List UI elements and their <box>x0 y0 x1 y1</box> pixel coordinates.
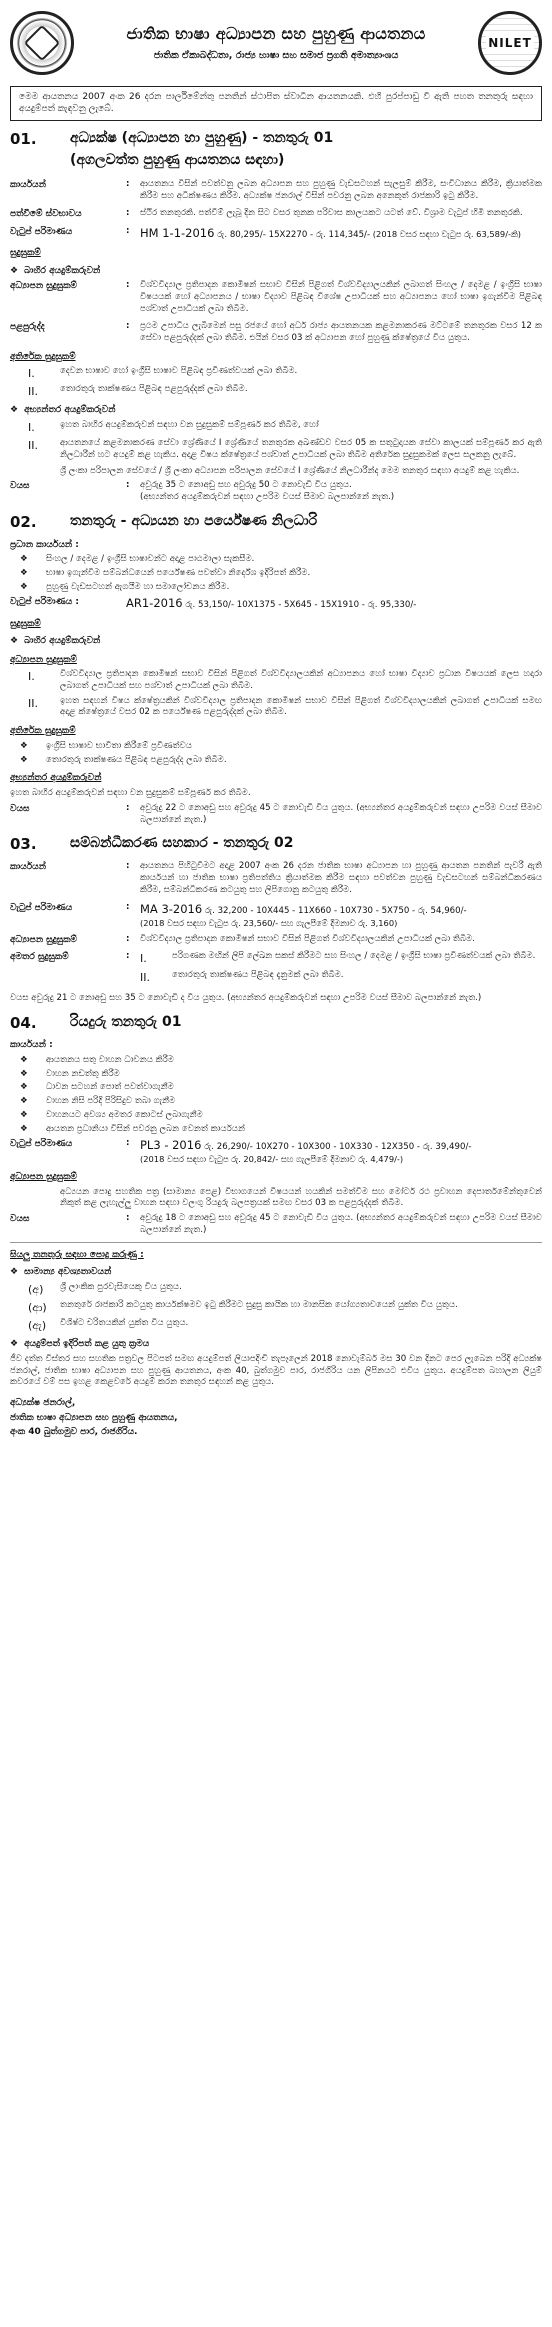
post-1-duties-row <box>10 179 542 203</box>
list-item-text: ආයතනයේ කළමනාකරණ සේවා ශ්‍රේණියේ I ශ්‍රේණියේ තනතුරක අඛණ්ඩව වසර 05 ක සතුටුදායක සේවා කාලයක් සම්පූර්ණ කර ඇති නිලධාරීන් හට අයදුම් කළ හැකිය. අදාළ විෂය ක්ෂේත්‍රයේ පශ්චාත් උපාධියක් ලබා තිබීම අතිරේක සුදුසුකමක් ලෙස සලකනු ලැබේ. <box>60 437 542 460</box>
post-3-other-row <box>10 951 542 987</box>
list-item <box>28 1318 542 1333</box>
list-item-text: දෙවන භාෂාව හෝ ඉංග්‍රීසි භාෂාව පිළිබඳ ප්‍රවීණත්වයක් ලබා තිබීම. <box>60 365 298 376</box>
list-item-text: ❖ පුහුණු වැඩසටහන් ඇගයීම හා සමාලෝචනය කිරීම. <box>46 581 230 592</box>
salary-note: (2018 වසර සඳහා වැටුප රු. 20,842/- සහ ගැලපීමේ දීමනාව රු. 4,479/-) <box>140 1153 404 1164</box>
additional-qualifications-heading: අතිරේක සුදුසුකම් <box>10 726 76 737</box>
post-3-number: 03. <box>10 835 37 854</box>
age-note: (අභ්‍යන්තර අයදුම්කරුවන් සඳහා උපරිම වයස් සීමාව බලපාන්නේ නැත.) <box>140 802 543 825</box>
post-1-title <box>70 129 542 174</box>
salary-scale: රු. 80,295/- 15X2270 - රු. 114,345/- <box>217 229 371 240</box>
duties-label: කාර්යයන් <box>10 862 46 873</box>
nilet-logo-text: NILET <box>488 35 532 50</box>
external-applicants-heading: ❖ බාහිර අයදුම්කරුවන් <box>10 265 542 277</box>
age-note: (අභ්‍යන්තර අයදුම්කරුවන් සඳහා උපරිම වයස් සීමාව බලපාන්නේ නැත.) <box>140 492 395 503</box>
education-heading: අධ්‍යාපන සුදුසුකම් <box>10 1172 77 1183</box>
list-item-number: (අ) <box>28 1282 44 1296</box>
divider <box>10 1242 542 1243</box>
header-titles <box>74 23 478 62</box>
salary-code: PL3 - 2016 <box>140 1137 202 1152</box>
colon: : <box>126 861 130 872</box>
list-item: II. ආයතනයේ කළමනාකරණ සේවා ශ්‍රේණියේ I ශ්‍රේණියේ තනතුරක අඛණ්ඩව වසර 05 ක සතුටුදායක සේවා කාලයක් සම්පූර්ණ කර ඇති නිලධාරීන් හට අයදුම් කළ හැකිය. අදාළ විෂය ක්ෂේත්‍රයේ පශ්චාත් උපාධියක් ලබා තිබීම අතිරේක සුදුසුකමක් ලෙස සලකනු ලැබේ. <box>28 437 542 460</box>
colon: : <box>126 179 130 190</box>
salary-scale: රු. 53,150/- 10X1375 - 5X645 - 15X1910 - රු. 95,330/- <box>185 599 417 610</box>
internal-applicants-heading: අභ්‍යන්තර අයදුම්කරුවන් <box>10 773 102 784</box>
colon: : <box>126 802 130 813</box>
signatory-title: අධ්‍යක්ෂ ජනරාල්, <box>10 1398 76 1409</box>
education-label: අධ්‍යාපන සුදුසුකම් <box>10 281 77 292</box>
post-3-duties-row <box>10 861 542 897</box>
salary-note: (2018 වසර සඳහා වැටුප රු. 63,589/-කි) <box>372 228 521 239</box>
post-1-age <box>140 480 542 504</box>
salary-note: (2018 වසර සඳහා වැටුප රු. 23,560/- සහ ගැලපීමේ දීමනාව රු. 3,160) <box>140 917 398 928</box>
post-1-nature: ස්ථිර තනතුරකි. පත්වීම් ලැබූ දින සිට වසර තුනක පරිවාස කාලයකට යටත් වේ. විශ්‍රාම වැටුප් හිමි තනතුරකි. <box>140 208 523 219</box>
post-1-salary-row <box>10 226 542 242</box>
post-1-internal-note: ශ්‍රී ලංකා පරිපාලන සේවයේ / ශ්‍රී ලංකා අධ්‍යාපන පරිපාලන සේවයේ I ශ්‍රේණියේ නිලධාරීන්ද මෙම තනතුර සඳහා අයදුම් කළ හැකිය. <box>60 465 520 476</box>
list-item-number: (ඇ) <box>28 1319 47 1333</box>
post-3-age: වයස අවුරුදු 21 ට නොඅඩු සහ 35 ට නොවැඩි ද විය යුතුය. (අභ්‍යන්තර අයදුම්කරුවන් සඳහා උපරිම වයස් සීමාව බලපාන්නේ නැත.) <box>10 992 482 1003</box>
duties-heading: කාර්යයන් : <box>10 1040 53 1051</box>
post-1-age-row <box>10 480 542 504</box>
list-item: I. විශ්වවිද්‍යාල ප්‍රතිපාදන කොමිෂන් සභාව විසින් පිළිගත් විශ්වවිද්‍යාලයකින් අධ්‍යාපනය හෝ භාෂා විද්‍යාව ප්‍රධාන විෂයයක් ලෙස හදාරා ලබාගත් උපාධියක් සහ පශ්චාත් උපාධියක් ලබා තිබීම. <box>28 668 542 691</box>
list-item <box>10 741 542 753</box>
post-4-salary <box>140 1138 542 1165</box>
salary-code: HM 1-1-2016 <box>140 225 215 240</box>
salary-code: MA 3-2016 <box>140 901 203 916</box>
colon: : <box>126 1213 130 1224</box>
salary-label: වැටුප් පරිමාණය <box>10 226 73 237</box>
list-item-text: ❖ තොරතුරු තාක්ෂණය පිළිබඳ පළපුරුද්ද ලබා තිබීම. <box>46 754 227 765</box>
list-item <box>10 755 542 767</box>
post-3-other <box>140 951 542 987</box>
colon: : <box>126 1137 130 1148</box>
post-2-heading <box>10 512 542 533</box>
post-4-age: අවුරුදු 18 ට නොඅඩු සහ අවුරුදු 45 ට නොවැඩි විය යුතුය. (අභ්‍යන්තර අයදුම්කරුවන් සඳහා උපරිම වයස් සීමාව බලපාන්නේ නැත.) <box>140 1213 542 1236</box>
list-item-text: ❖ වාහන නඩත්තු කිරීම <box>46 1068 120 1079</box>
nature-label: පත්වීමේ ස්වභාවය <box>10 209 82 220</box>
age-text: අවුරුදු 35 ට නොඅඩු සහ අවුරුදු 50 ට නොවැඩි විය යුතුය. <box>140 480 352 491</box>
list-item <box>28 1300 542 1315</box>
list-item-text: ❖ ධාවන සටහන් පොත් පවත්වාගැනීම <box>46 1082 174 1093</box>
list-item-text: ශ්‍රී ලාංකික පුරවැසියෙකු විය යුතුය. <box>60 1281 182 1292</box>
post-4-heading <box>10 1013 542 1034</box>
list-item-text: ❖ ආයතනය සතු වාහන ධාවනය කිරීම <box>46 1054 174 1065</box>
general-conditions-list <box>28 1282 542 1334</box>
post-2-title: තනතුරු - අධ්‍යයන හා පර්යේෂණ නිලධාරි <box>70 513 318 530</box>
header <box>10 6 542 80</box>
list-item <box>10 1069 542 1081</box>
experience-label: පළපුරුද්ද <box>10 321 45 332</box>
list-item <box>10 1110 542 1122</box>
education-label: අධ්‍යාපන සුදුසුකම් <box>10 935 77 946</box>
post-2-salary-row <box>10 596 542 612</box>
post-3-education: විශ්වවිද්‍යාල ප්‍රතිපාදන කොමිෂන් සභාව විසින් පිළිගත් විශ්වවිද්‍යාලයකින් උපාධියක් ලබා තිබීම. <box>140 934 475 945</box>
list-item-text: තොරතුරු තාක්ෂණය පිළිබඳ පළපුරුද්දක් ලබා තිබීම. <box>60 384 248 395</box>
salary-code: AR1-2016 <box>126 595 183 610</box>
internal-applicants-heading: ❖ අභ්‍යන්තර අයදුම්කරුවන් <box>10 404 542 416</box>
list-item: II. තොරතුරු තාක්ෂණය පිළිබඳ දැනුමක් ලබා තිබීම. <box>140 970 542 985</box>
list-item <box>10 1096 542 1108</box>
list-item-text: විශිෂ්ට චරිතයකින් යුක්ත විය යුතුය. <box>60 1318 189 1329</box>
colon: : <box>126 480 130 491</box>
list-item-text: ❖ වාහනයට අවශ්‍ය අමතර කොටස් ලබාගැනීම <box>46 1110 203 1121</box>
post-1-salary <box>140 226 542 242</box>
post-3-salary-row <box>10 902 542 929</box>
ministry-subtitle: ජාතික ඒකාබද්ධතා, රාජ්‍ය භාෂා සහ සමාජ ප්‍රගති අමාත්‍යාංශය <box>153 50 399 62</box>
salary-label: වැටුප් පරිමාණය <box>10 902 73 913</box>
post-2-salary <box>126 596 542 612</box>
list-item: I. දෙවන භාෂාව හෝ ඉංග්‍රීසි භාෂාව පිළිබඳ ප්‍රවීණත්වයක් ලබා තිබීම. <box>28 366 542 381</box>
list-item <box>10 554 542 566</box>
post-2-additional-list <box>10 741 542 767</box>
list-item-text: ❖ වාහන නිසි පරිදි පිරිසිදුව තබා ගැනීම <box>46 1096 176 1107</box>
age-text: අවුරුදු 22 ට නොඅඩු සහ අවුරුදු 45 ට නොවැඩි විය යුතුය. <box>140 802 354 813</box>
post-1-education: විශ්වවිද්‍යාල ප්‍රතිපාදන කොමිෂන් සභාව විසින් පිළිගත් විශ්වවිද්‍යාලයකින් ලබාගත් සිංහල / දෙමළ / ඉංග්‍රීසි භාෂා විෂයයක් හෝ අධ්‍යාපනය / භාෂා විද්‍යාව පිළිබඳ විශේෂ උපාධියක් සහ අධ්‍යාපනය හෝ භාෂා ඉගැන්වීම පිළිබඳ පශ්චාත් උපාධියක් ලබා තිබීම. <box>140 280 542 314</box>
list-item: II. තොරතුරු තාක්ෂණය පිළිබඳ පළපුරුද්දක් ලබා තිබීම. <box>28 384 542 399</box>
colon: : <box>126 225 130 236</box>
signatory-institute: ජාතික භාෂා අධ්‍යාපන සහ පුහුණු ආයතනය, <box>10 1412 178 1423</box>
intro-notice: මෙම ආයතනය 2007 අංක 26 දරන පාර්ලිමේන්තු පනතින් ස්ථාපිත ස්වාධීන ආයතනයකි. එහි පුරප්පාඩු වී ඇති පහත තනතුරු සඳහා අයදුම්පත් කැඳවනු ලැබේ. <box>10 86 542 121</box>
state-emblem-icon <box>10 11 74 75</box>
institute-title: ජාතික භාෂා අධ්‍යාපන සහ පුහුණු ආයතනය <box>126 24 426 44</box>
list-item-text: ඉහත සඳහන් විෂය ක්ෂේත්‍රයකින් විශ්වවිද්‍යාල ප්‍රතිපාදන කොමිෂන් සභාව විසින් පිළිගත් විශ්වවිද්‍යාලයකින් ලබාගත් උපාධියක් සමඟ අදාළ ක්ෂේත්‍රයේ වසර 02 ක පර්යේෂණ පළපුරුද්දක් ලබා තිබීම. <box>60 695 542 718</box>
list-item <box>28 1282 542 1297</box>
post-4-duties-list <box>10 1055 542 1136</box>
age-label: වයස <box>10 803 30 814</box>
post-1-heading <box>10 129 542 174</box>
post-1-number: 01. <box>10 129 37 148</box>
list-item: I. ඉහත බාහිර අයදුම්කරුවන් සඳහා වන සුදුසුකම් සම්පූර්ණ කර තිබීම, හෝ <box>28 420 542 435</box>
salary-label: වැටුප් පරිමාණය <box>10 1138 73 1149</box>
post-4-title: රියදුරු තනතුරු 01 <box>70 1013 182 1030</box>
post-4-age-row <box>10 1213 542 1237</box>
external-applicants-heading: ❖ බාහිර අයදුම්කරුවන් <box>10 635 542 647</box>
post-1-title-line1: අධ්‍යක්ෂ (අධ්‍යාපන හා පුහුණු) - තනතුරු 01 <box>70 129 334 146</box>
post-1-edu-row <box>10 280 542 316</box>
colon: : <box>126 320 130 331</box>
post-2-duties-list <box>10 554 542 594</box>
common-conditions-heading: සියලු තනතුරු සඳහා පොදු කරුණු : <box>10 1250 144 1261</box>
main-duties-heading: ප්‍රධාන කාර්යයන් : <box>10 539 79 550</box>
list-item-text: තනතුරේ රාජකාරි කටයුතු කාර්යක්ෂමව ඉටු කිරීමට සුදුසු කායික හා මානසික යෝග්‍යතාවයෙන් යුක්ත විය යුතුය. <box>60 1300 458 1310</box>
salary-label: වැටුප් පරිමාණය : <box>10 596 79 607</box>
salary-scale: රු. 32,200 - 10X445 - 11X660 - 10X730 - 5X750 - රු. 54,960/- <box>204 905 467 916</box>
other-qualifications-label: අමතර සුදුසුකම් <box>10 952 69 963</box>
post-2-edu-list <box>28 669 542 719</box>
post-2-age-row <box>10 803 542 827</box>
list-item-text: ❖ ආයතන ප්‍රධානියා විසින් පවරනු ලබන වෙනත් කාර්යයන් <box>46 1124 245 1135</box>
application-method-text: ජීව දත්ත විස්තර සහ සහතික පත්‍රවල පිටපත් සමඟ අයදුම්පත් ලියාපදිංචි තැපෑලෙන් 2018 නොවැම්බර් මස 30 වන දිනට පෙර ලැබෙන පරිදි අධ්‍යක්ෂ ජනරාල්, ජාතික භාෂා අධ්‍යාපන සහ පුහුණු ආයතනය, අංක 40, බුත්ගමුව පාර, රාජගිරිය යන ලිපිනයට එවිය යුතුය. අයදුම්පත බහාලන ලියුම් කවරයේ වම් පස ඉහළ කෙළවරේ අයදුම් කරන තනතුර සඳහන් කළ යුතුය. <box>10 1353 542 1388</box>
post-4-number: 04. <box>10 1013 37 1032</box>
post-1-internal-list <box>28 420 542 462</box>
list-item-text: ❖ සිංහල / දෙමළ / ඉංග්‍රීසි භාෂාවන්ට අදාළ පාඨමාලා සැකසීම. <box>46 554 255 565</box>
qualifications-heading: සුදුසුකම් <box>10 248 41 259</box>
list-item <box>10 1082 542 1094</box>
list-item <box>10 1124 542 1136</box>
signature-block <box>10 1397 542 1438</box>
list-item-text: ❖ භාෂා ඉගැන්වීම සම්බන්ධයෙන් පර්යේෂණ පවත්වා නිර්දේශ ඉදිරිපත් කිරීම. <box>46 568 311 579</box>
colon: : <box>126 951 130 962</box>
list-item-text: පරිගණක මඟින් ලිපි ලේඛන සකස් කිරීමට සහ සිංහල / දෙමළ / ඉංග්‍රීසි භාෂා ප්‍රවීණත්වයක් ලබා තිබීම. <box>172 951 536 962</box>
colon: : <box>126 208 130 219</box>
list-item <box>10 1055 542 1067</box>
post-1-title-line2: (අගලවත්ත පුහුණු ආයතනය සඳහා) <box>70 152 285 169</box>
qualifications-heading: සුදුසුකම් <box>10 618 41 629</box>
list-item <box>10 582 542 594</box>
list-item <box>10 568 542 580</box>
post-1-nature-row <box>10 208 542 220</box>
nilet-logo-icon <box>478 11 542 75</box>
post-3-heading <box>10 834 542 855</box>
post-4-education: අධ්‍යයන පොදු සහතික පත්‍ර (සාමාන්‍ය පෙළ) විභාගයෙන් විෂයයන් හයකින් සමත්වීම සහ මෝටර් රථ ප්‍රවාහන දෙපාර්තමේන්තුවෙන් නිකුත් කළ ලැහැල්ලු වාහන සඳහා වලංගු රියදුරු බලපත්‍රයක් සමඟ වසර 03 ක පළපුරුද්දක් තිබීම. <box>60 1186 542 1209</box>
list-item-text: ඉහත බාහිර අයදුම්කරුවන් සඳහා වන සුදුසුකම් සම්පූර්ණ කර තිබීම, හෝ <box>60 419 319 430</box>
application-method-heading: ❖ අයදුම්පත් ඉදිරිපත් කළ යුතු ක්‍රමය <box>10 1338 542 1350</box>
age-label: වයස <box>10 481 30 492</box>
post-3-title: සම්බන්ධීකරණ සහකාර - තනතුරු 02 <box>70 835 294 852</box>
list-item: I. පරිගණක මඟින් ලිපි ලේඛන සකස් කිරීමට සහ සිංහල / දෙමළ / ඉංග්‍රීසි භාෂා ප්‍රවීණත්වයක් ලබා තිබීම. <box>140 951 542 966</box>
list-item: II. ඉහත සඳහන් විෂය ක්ෂේත්‍රයකින් විශ්වවිද්‍යාල ප්‍රතිපාදන කොමිෂන් සභාව විසින් පිළිගත් විශ්වවිද්‍යාලයකින් ලබාගත් උපාධියක් සමඟ අදාළ ක්ෂේත්‍රයේ වසර 02 ක පර්යේෂණ පළපුරුද්දක් ලබා තිබීම. <box>28 695 542 718</box>
post-2-number: 02. <box>10 513 37 532</box>
list-item-text: තොරතුරු තාක්ෂණය පිළිබඳ දැනුමක් ලබා තිබීම. <box>172 969 344 980</box>
list-item-text: විශ්වවිද්‍යාල ප්‍රතිපාදන කොමිෂන් සභාව විසින් පිළිගත් විශ්වවිද්‍යාලයකින් අධ්‍යාපනය හෝ භාෂා විද්‍යාව ප්‍රධාන විෂයයක් ලෙස හදාරා ලබාගත් උපාධියක් සහ පශ්චාත් උපාධියක් ලබා තිබීම. <box>60 668 542 691</box>
post-1-exp-row <box>10 321 542 345</box>
colon: : <box>126 901 130 912</box>
post-1-additional-list <box>28 366 542 399</box>
signatory-address: අංක 40 බුත්ගමුව පාර, රාජගිරිය. <box>10 1427 138 1438</box>
age-label: වයස <box>10 1214 30 1225</box>
post-1-experience: ප්‍රථම උපාධිය ලැබීමෙන් පසු රජයේ හෝ අර්ධ රාජ්‍ය ආයතනයක කළමනාකරණ මට්ටමේ තනතුරක වසර 12 ක සේවා පළපුරුද්දක් ලබා තිබීම. එයින් වසර 03 ක් අධ්‍යාපන හෝ පුහුණු ක්ෂේත්‍රයේ විය යුතුය. <box>140 320 542 343</box>
salary-scale: රු. 26,290/- 10X270 - 10X300 - 10X330 - 12X350 - රු. 39,490/- <box>204 1141 472 1152</box>
post-3-edu-row <box>10 934 542 946</box>
post-3-salary <box>140 902 542 929</box>
list-item-number: (ආ) <box>28 1301 47 1314</box>
post-3-duties: ආයතනය පිහිටුවීමට අදාළ 2007 අංක 26 දරන ජාතික භාෂා අධ්‍යාපන හා පුහුණු ආයතන පනතින් පැවරී ඇති කාර්යයන් හා ජාතික භාෂා ප්‍රතිපත්තිය ක්‍රියාත්මක කිරීම සඳහා පවත්වන පුහුණු වැඩසටහන් සම්බන්ධීකරණය කිරීම, සම්බන්ධීකරණ කටයුතු සහ ලිපිගොනු කටයුතු කිරීම. <box>140 861 542 895</box>
post-1-duties: ආයතනය විසින් පවත්වනු ලබන අධ්‍යාපන සහ පුහුණු වැඩසටහන් සැලසුම් කිරීම, සංවිධානය කිරීම, ක්‍රියාත්මක කිරීම සහ අධීක්ෂණය කිරීම. අධ්‍යක්ෂ ජනරාල් විසින් පවරනු ලබන අනෙකුත් රාජකාරි ඉටු කිරීම. <box>140 179 542 202</box>
colon: : <box>126 934 130 945</box>
post-4-salary-row <box>10 1138 542 1165</box>
education-heading: අධ්‍යාපන සුදුසුකම් <box>10 654 77 665</box>
post-2-age <box>140 803 542 827</box>
additional-qualifications-heading: අතිරේක සුදුසුකම් <box>10 351 76 362</box>
duties-label: කාර්යයන් <box>10 180 46 191</box>
post-2-internal: ඉහත බාහිර අයදුම්කරුවන් සඳහා වන සුදුසුකම් සම්පූර්ණ කර තිබීම. <box>10 787 251 798</box>
list-item-text: ❖ ඉංග්‍රීසි භාෂාව භාවිතා කිරීමේ ප්‍රවීණත්වය <box>46 740 192 751</box>
general-requirements-heading: ❖ සාමාන්‍ය අවශ්‍යතාවයන් <box>10 1266 542 1278</box>
colon: : <box>126 280 130 291</box>
